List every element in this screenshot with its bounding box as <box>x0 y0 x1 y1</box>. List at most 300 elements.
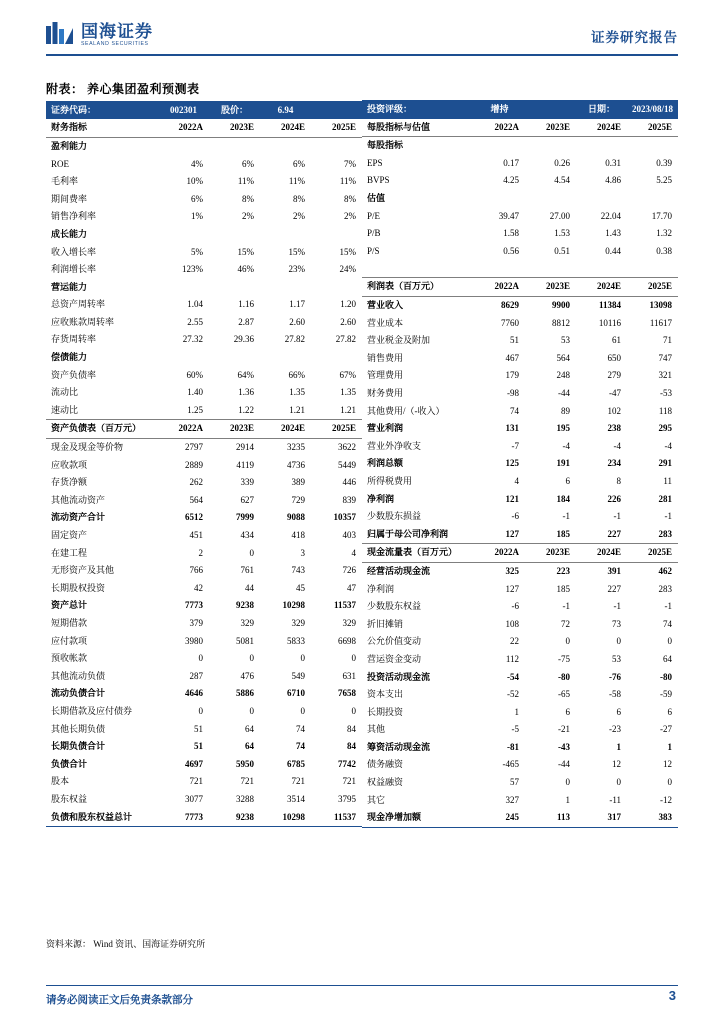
row-label: 营业收入 <box>367 300 404 311</box>
row-label: 折旧摊销 <box>367 618 404 629</box>
row-value: 4.25 <box>503 175 519 186</box>
row-value: 57 <box>510 777 519 788</box>
row-label: 存货净额 <box>51 477 88 488</box>
row-value: -80 <box>558 671 570 682</box>
row-value: 27.00 <box>549 210 570 221</box>
table-row <box>46 367 362 385</box>
table-row <box>46 597 362 615</box>
row-value: 726 <box>342 565 356 576</box>
row-value: -465 <box>502 759 519 770</box>
row-value: 2.55 <box>187 316 203 327</box>
row-label: 营业外净收支 <box>367 440 422 451</box>
row-value: 27.32 <box>182 334 203 345</box>
row-value: 462 <box>658 565 672 576</box>
table-row <box>362 297 678 315</box>
source-note: 资料来源： Wind 资讯、国海证券研究所 <box>46 939 206 949</box>
row-label: 营业税金及附加 <box>367 335 431 346</box>
table-row <box>362 315 678 333</box>
row-value: 1.16 <box>238 299 254 310</box>
row-value: 4697 <box>185 758 203 769</box>
row-value: 6% <box>242 158 254 169</box>
row-label: 营业利润 <box>367 423 404 434</box>
row-value: 125 <box>505 458 519 469</box>
row-value: 329 <box>291 617 305 628</box>
row-value: 10298 <box>260 809 311 827</box>
table-row <box>46 580 362 598</box>
info-date-value: 2023/08/18 <box>627 101 678 119</box>
page-number: 3 <box>668 988 676 1003</box>
logo-text-cn: 国海证券 <box>81 21 153 41</box>
row-value: 7760 <box>501 317 519 328</box>
section-year: 2025E <box>627 544 678 563</box>
row-value: 11617 <box>649 317 672 328</box>
row-value: 223 <box>556 565 570 576</box>
table-row <box>46 314 362 332</box>
table-row <box>46 279 362 297</box>
row-value: 2% <box>293 211 305 222</box>
row-value: 0 <box>249 705 254 716</box>
row-value: 74 <box>663 618 672 629</box>
table-row <box>362 350 678 368</box>
year-header: 2022A <box>158 119 209 137</box>
section-year: 2023E <box>525 278 576 297</box>
row-value: 11384 <box>598 300 621 311</box>
section-title: 每股指标 <box>367 140 404 151</box>
row-value: 4% <box>191 158 203 169</box>
row-label: 销售费用 <box>367 352 404 363</box>
table-row <box>46 492 362 510</box>
row-value: 446 <box>342 477 356 488</box>
row-label: 长期股权投资 <box>51 582 106 593</box>
row-value: 12 <box>612 759 621 770</box>
table-row <box>46 721 362 739</box>
row-value: 325 <box>505 565 519 576</box>
row-value: 195 <box>556 423 570 434</box>
section-blank <box>209 226 260 244</box>
row-value: 27.82 <box>335 334 356 345</box>
row-label: 公允价值变动 <box>367 636 422 647</box>
row-value: 4646 <box>185 688 203 699</box>
row-label: 现金净增加额 <box>362 809 474 827</box>
row-value: 238 <box>607 423 621 434</box>
row-value: 112 <box>505 653 519 664</box>
row-value: 74 <box>296 723 305 734</box>
table-row <box>362 332 678 350</box>
row-value: 6512 <box>185 512 203 523</box>
row-value: 121 <box>505 493 519 504</box>
table-row <box>362 616 678 634</box>
row-value: 0.56 <box>503 245 519 256</box>
row-value: 11% <box>339 176 356 187</box>
table-row <box>362 260 678 278</box>
row-value: 245 <box>474 809 525 827</box>
row-value: -76 <box>609 671 621 682</box>
row-value: 64% <box>237 369 254 380</box>
row-value: 2.60 <box>289 316 305 327</box>
row-value: 721 <box>240 776 254 787</box>
row-value: 9238 <box>236 600 254 611</box>
table-row <box>362 739 678 757</box>
table-row <box>362 455 678 473</box>
section-title: 盈利能力 <box>51 140 88 151</box>
row-value: 47 <box>347 582 356 593</box>
row-value: 42 <box>194 582 203 593</box>
section-blank <box>474 137 525 155</box>
table-row <box>46 226 362 244</box>
table-row <box>362 119 678 137</box>
row-value: 12 <box>663 759 672 770</box>
row-value: 0 <box>616 636 621 647</box>
row-value: 11 <box>663 475 672 486</box>
row-value: 3795 <box>338 793 356 804</box>
table-row <box>46 527 362 545</box>
row-value: 44 <box>245 582 254 593</box>
table-row <box>362 686 678 704</box>
section-title: 估值 <box>367 192 386 203</box>
row-value: 45 <box>296 582 305 593</box>
row-value: 8% <box>242 193 254 204</box>
section-year: 2023E <box>525 544 576 563</box>
row-label: 资本支出 <box>367 689 404 700</box>
table-row <box>46 633 362 651</box>
row-value: 418 <box>291 530 305 540</box>
row-value: 1 <box>514 706 519 717</box>
row-value: 226 <box>607 493 621 504</box>
row-value: 379 <box>189 617 203 628</box>
row-value: 5950 <box>236 758 254 769</box>
table-row <box>362 774 678 792</box>
section-year: 2024E <box>260 420 311 439</box>
row-value: 1% <box>191 211 203 222</box>
row-value: 0 <box>565 636 570 647</box>
right-sub-table <box>362 100 678 828</box>
row-value: 3980 <box>185 635 203 646</box>
table-row <box>46 650 362 668</box>
row-label: 负债合计 <box>51 758 88 769</box>
section-title: 偿债能力 <box>51 352 88 363</box>
row-value: 0.44 <box>605 245 621 256</box>
table-row <box>362 792 678 810</box>
row-label: 利润增长率 <box>51 264 97 275</box>
row-label: ROE <box>51 158 69 169</box>
row-value: 179 <box>505 370 519 381</box>
row-label: 所得税费用 <box>367 475 413 486</box>
row-value: -65 <box>558 689 570 700</box>
section-blank <box>576 137 627 155</box>
row-label: 少数股东权益 <box>367 601 422 612</box>
table-row <box>362 598 678 616</box>
table-row <box>362 155 678 173</box>
section-title: 成长能力 <box>51 228 88 239</box>
row-value: 0.39 <box>656 157 672 168</box>
row-value: 6 <box>616 706 621 717</box>
table-row <box>46 173 362 191</box>
section-year: 2024E <box>576 544 627 563</box>
table-row <box>46 457 362 475</box>
section-blank <box>525 137 576 155</box>
section-blank <box>627 137 678 155</box>
row-value: 7742 <box>338 758 356 769</box>
table-row <box>362 278 678 297</box>
info-code-value: 002301 <box>158 101 209 119</box>
row-label: P/S <box>367 245 380 256</box>
row-value: 27.82 <box>284 334 305 345</box>
table-row <box>46 439 362 457</box>
table-row <box>46 703 362 721</box>
row-value: 11% <box>288 176 305 187</box>
row-label: 净利润 <box>367 583 395 594</box>
row-value: 5% <box>191 246 203 257</box>
row-value: 7658 <box>338 688 356 699</box>
table-row <box>362 809 678 827</box>
row-value: 2 <box>198 547 203 558</box>
row-value: 10116 <box>598 317 621 328</box>
row-value: 9900 <box>552 300 570 311</box>
section-blank <box>474 190 525 208</box>
row-value: 102 <box>607 405 621 416</box>
table-row <box>362 633 678 651</box>
row-value: -11 <box>609 794 621 805</box>
section-year: 2024E <box>576 278 627 297</box>
row-value: 1.32 <box>656 228 672 239</box>
row-value: 627 <box>240 494 254 505</box>
row-value: -44 <box>558 759 570 770</box>
row-label: 营运资金变动 <box>367 653 422 664</box>
row-value: 1.20 <box>340 299 356 310</box>
section-year: 2022A <box>474 544 525 563</box>
row-value: 2.87 <box>238 316 254 327</box>
table-row <box>362 438 678 456</box>
row-value: -98 <box>507 388 519 398</box>
row-value: 185 <box>556 528 570 539</box>
row-value: 6% <box>293 158 305 169</box>
row-value: 10% <box>186 176 203 187</box>
section-blank <box>158 226 209 244</box>
section-blank <box>260 226 311 244</box>
row-value: 67% <box>339 369 356 380</box>
row-value: 339 <box>240 477 254 488</box>
section-blank <box>209 349 260 367</box>
section-year: 2023E <box>209 420 260 439</box>
row-value: -1 <box>613 601 621 612</box>
section-title: 营运能力 <box>51 281 88 292</box>
row-value: 403 <box>342 530 356 540</box>
row-value: 74 <box>296 741 305 752</box>
row-value: 22.04 <box>600 210 621 221</box>
row-value: 5081 <box>236 635 254 646</box>
row-value: 5.25 <box>656 175 672 186</box>
table-row <box>46 809 362 827</box>
row-label: 少数股东损益 <box>367 511 422 522</box>
row-value: 3288 <box>236 793 254 804</box>
section-year: 2022A <box>158 420 209 439</box>
table-row <box>46 668 362 686</box>
row-value: 127 <box>505 583 519 594</box>
section-blank <box>158 349 209 367</box>
table-row <box>46 738 362 756</box>
row-value: 0 <box>351 653 356 664</box>
row-value: 5449 <box>338 459 356 470</box>
table-row <box>46 191 362 209</box>
row-label: 筹资活动现金流 <box>367 741 431 752</box>
footer-disclaimer: 请务必阅读正文后免责条款部分 <box>46 995 193 1006</box>
row-label: 现金及现金等价物 <box>51 442 124 453</box>
row-value: 761 <box>240 565 254 576</box>
row-value: 1.58 <box>503 228 519 239</box>
row-label: 归属于母公司净利润 <box>367 528 449 539</box>
row-value: 1.04 <box>187 299 203 310</box>
spacer-cell <box>627 260 678 278</box>
row-value: 6785 <box>287 758 305 769</box>
row-value: 22 <box>510 636 519 647</box>
row-value: 118 <box>658 405 672 416</box>
left-sub-table <box>46 101 362 827</box>
table-row <box>46 545 362 563</box>
spacer-cell <box>362 260 474 278</box>
row-value: 3235 <box>287 442 305 453</box>
row-label: 利润总额 <box>367 458 404 469</box>
row-label: 速动比 <box>51 404 79 415</box>
table-row <box>46 384 362 402</box>
row-label: 流动资产合计 <box>51 512 106 523</box>
right-col-header: 每股指标与估值 <box>362 119 474 137</box>
row-value: 131 <box>505 423 519 434</box>
row-value: -54 <box>507 671 519 682</box>
row-value: 64 <box>245 723 254 734</box>
row-label: 总资产周转率 <box>51 299 106 310</box>
table-row <box>362 420 678 438</box>
row-value: 84 <box>347 723 356 734</box>
row-value: 23% <box>288 264 305 275</box>
row-value: 1 <box>667 741 672 752</box>
table-row <box>46 420 362 439</box>
row-value: 283 <box>658 528 672 539</box>
table-row <box>362 190 678 208</box>
table-row <box>362 562 678 580</box>
row-value: 1.25 <box>187 404 203 415</box>
section-blank <box>209 137 260 155</box>
row-value: 61 <box>612 335 621 346</box>
row-value: 84 <box>347 741 356 752</box>
info-rating-label: 投资评级： <box>362 101 474 119</box>
table-row <box>362 473 678 491</box>
section-title: 利润表（百万元） <box>362 278 474 297</box>
row-value: 1.36 <box>238 387 254 398</box>
row-label: 财务费用 <box>367 388 404 398</box>
section-blank <box>260 137 311 155</box>
row-value: 1.43 <box>605 228 621 239</box>
row-value: 6 <box>667 706 672 717</box>
row-value: -59 <box>660 689 672 700</box>
row-label: 应付款项 <box>51 635 88 646</box>
row-value: 291 <box>658 458 672 469</box>
row-value: 721 <box>189 776 203 787</box>
row-label: 投资活动现金流 <box>367 671 431 682</box>
spacer-cell <box>474 260 525 278</box>
table-row <box>46 208 362 226</box>
table-row <box>46 615 362 633</box>
year-header: 2025E <box>311 119 362 137</box>
row-label: 资产总计 <box>51 600 88 611</box>
row-value: 747 <box>658 352 672 363</box>
row-value: 24% <box>339 264 356 275</box>
section-blank <box>311 279 362 297</box>
info-price-value: 6.94 <box>260 101 311 119</box>
row-value: 5833 <box>287 635 305 646</box>
table-row <box>46 562 362 580</box>
spacer-cell <box>525 260 576 278</box>
row-value: 549 <box>291 670 305 681</box>
row-value: 15% <box>288 246 305 257</box>
row-value: 9088 <box>287 512 305 523</box>
row-value: 0 <box>667 777 672 788</box>
table-row <box>362 544 678 563</box>
row-label: 毛利率 <box>51 176 79 187</box>
row-label: 资产负债率 <box>51 369 97 380</box>
year-header: 2023E <box>525 119 576 137</box>
row-value: -58 <box>609 689 621 700</box>
row-value: 53 <box>612 653 621 664</box>
row-value: 3 <box>300 547 305 558</box>
row-value: 2.60 <box>340 316 356 327</box>
left-col-header: 财务指标 <box>46 119 158 137</box>
row-value: 72 <box>561 618 570 629</box>
row-label: P/E <box>367 210 381 221</box>
row-value: -4 <box>613 440 621 451</box>
row-label: 期间费率 <box>51 193 88 204</box>
row-value: 6710 <box>287 688 305 699</box>
info-rating-value: 增持 <box>474 101 525 119</box>
table-row <box>46 261 362 279</box>
row-label: 其他长期负债 <box>51 723 106 734</box>
row-value: 66% <box>288 369 305 380</box>
row-value: 11% <box>237 176 254 187</box>
row-value: 227 <box>607 528 621 539</box>
row-value: -1 <box>562 511 570 522</box>
table-row <box>362 172 678 190</box>
row-value: 1.21 <box>289 404 305 415</box>
table-row <box>46 296 362 314</box>
row-value: 1.53 <box>554 228 570 239</box>
table-row <box>362 491 678 509</box>
table-row <box>362 721 678 739</box>
row-value: 6698 <box>338 635 356 646</box>
row-value: -4 <box>664 440 672 451</box>
logo-text-en: SEALAND SECURITIES <box>81 40 149 47</box>
row-value: 13098 <box>649 300 672 311</box>
row-value: 564 <box>189 494 203 505</box>
table-row <box>362 403 678 421</box>
row-value: 9238 <box>209 809 260 827</box>
row-value: 2797 <box>185 442 203 453</box>
table-row <box>46 244 362 262</box>
table-row <box>362 101 678 119</box>
section-blank <box>311 226 362 244</box>
row-value: 7% <box>344 158 356 169</box>
row-value: 227 <box>607 583 621 594</box>
row-value: 108 <box>505 618 519 629</box>
right-column <box>362 100 678 828</box>
row-label: 负债和股东权益总计 <box>46 809 158 827</box>
section-blank <box>627 190 678 208</box>
table-row <box>362 508 678 526</box>
row-label: 长期投资 <box>367 706 404 717</box>
table-row <box>362 208 678 226</box>
row-value: 0 <box>667 636 672 647</box>
table-row <box>362 367 678 385</box>
info-spacer2 <box>525 101 576 119</box>
row-value: -47 <box>609 388 621 398</box>
